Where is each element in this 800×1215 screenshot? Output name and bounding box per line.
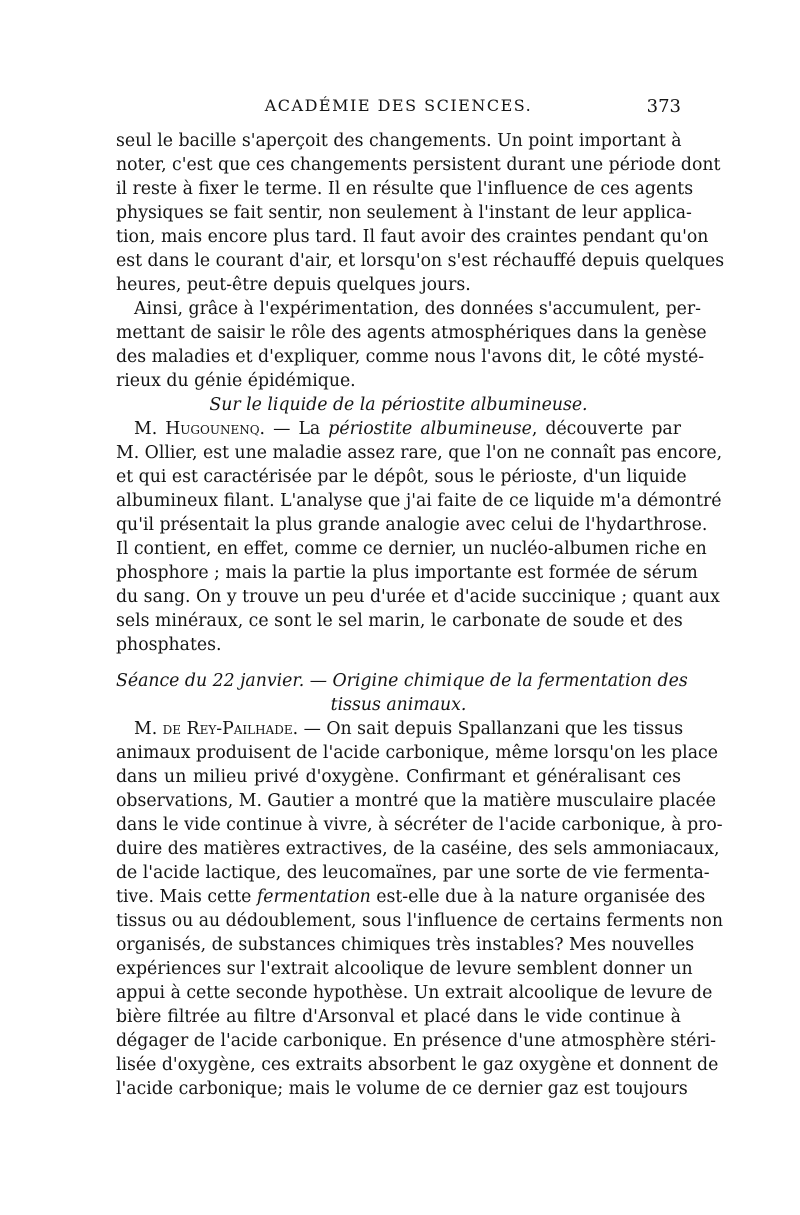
text-line: il reste à fixer le terme. Il en résulte que l'influence de ces agents (116, 179, 694, 199)
text-line: appui à cette seconde hypothèse. Un extrait alcoolique de levure de (116, 983, 713, 1003)
text-line: noter, c'est que ces changements persistent durant une période dont (116, 155, 721, 175)
text-line: albumineux filant. L'analyse que j'ai faite de ce liquide m'a démontré (116, 491, 722, 511)
text-line: du sang. On y trouve un peu d'urée et d'acide succinique ; quant aux (116, 587, 720, 607)
text-line: M. Ollier, est une maladie assez rare, que l'on ne connaît pas encore, (116, 443, 723, 463)
text-line: animaux produisent de l'acide carbonique, même lorsqu'on les place (116, 743, 718, 763)
running-title: ACADÉMIE DES SCIENCES. (264, 96, 533, 115)
text-line: des maladies et d'expliquer, comme nous l'avons dit, le côté mysté- (116, 347, 705, 367)
text-fragment: — On sait depuis Spallanzani que les tissus (298, 719, 684, 739)
author-name: M. Hugounenq. (134, 419, 266, 439)
text-line: et qui est caractérisée par le dépôt, sous le périoste, d'un liquide (116, 467, 687, 487)
page-header (116, 96, 681, 124)
text-fragment: est-elle due à la nature organisée des (370, 887, 706, 907)
text-line: expériences sur l'extrait alcoolique de levure semblent donner un (116, 959, 693, 979)
text-line: seul le bacille s'aperçoit des changements. Un point important à (116, 131, 682, 151)
text-line: mettant de saisir le rôle des agents atmosphériques dans la genèse (116, 323, 707, 343)
text-line: duire des matières extractives, de la caséine, des sels ammoniacaux, (116, 839, 720, 859)
text-line: de l'acide lactique, des leucomaïnes, par une sorte de vie fermenta- (116, 863, 710, 883)
text-line: l'acide carbonique; mais le volume de ce dernier gaz est toujours (116, 1079, 688, 1099)
text-line: bière filtrée au filtre d'Arsonval et placé dans le vide continue à (116, 1007, 681, 1027)
text-line: dans un milieu privé d'oxygène. Confirmant et généralisant ces (116, 767, 681, 787)
text-line: phosphates. (116, 635, 222, 655)
page-number: 373 (646, 96, 681, 117)
text-line: lisée d'oxygène, ces extraits absorbent le gaz oxygène et donnent de (116, 1055, 719, 1075)
text-line: rieux du génie épidémique. (116, 371, 356, 391)
text-line: organisés, de substances chimiques très instables? Mes nouvelles (116, 935, 695, 955)
text-line (116, 886, 706, 908)
section-title: Séance du 22 janvier. — Origine chimique de la fermentation des (116, 671, 688, 691)
text-line: observations, M. Gautier a montré que la matière musculaire placée (116, 791, 716, 811)
text-fragment: , découverte par (531, 419, 681, 439)
text-line: tion, mais encore plus tard. Il faut avoir des craintes pendant qu'on (116, 227, 709, 247)
text-fragment: — La (265, 419, 329, 439)
italic-term: fermentation (256, 887, 371, 907)
text-line (134, 718, 684, 740)
text-line: Ainsi, grâce à l'expérimentation, des données s'accumulent, per- (134, 299, 701, 319)
section-title-continued: tissus animaux. (330, 695, 467, 715)
text-line: heures, peut-être depuis quelques jours. (116, 275, 471, 295)
text-line: est dans le courant d'air, et lorsqu'on s'est réchauffé depuis quelques (116, 251, 725, 271)
text-line: qu'il présentait la plus grande analogie avec celui de l'hydarthrose. (116, 515, 708, 535)
text-line: phosphore ; mais la partie la plus importante est formée de sérum (116, 563, 698, 583)
author-name: M. de Rey-Pailhade. (134, 719, 299, 739)
text-fragment: tive. Mais cette (116, 887, 257, 907)
text-line: sels minéraux, ce sont le sel marin, le carbonate de soude et des (116, 611, 683, 631)
text-line: physiques se fait sentir, non seulement à l'instant de leur applica- (116, 203, 692, 223)
text-line: dégager de l'acide carbonique. En présence d'une atmosphère stéri- (116, 1031, 717, 1051)
text-line: tissus ou au dédoublement, sous l'influence de certains ferments non (116, 911, 723, 931)
section-title: Sur le liquide de la périostite albumineuse. (209, 395, 588, 415)
text-line: Il contient, en effet, comme ce dernier, un nucléo-albumen riche en (116, 539, 707, 559)
text-line (134, 418, 681, 440)
italic-term: périostite albumineuse (328, 419, 532, 439)
text-line: dans le vide continue à vivre, à sécréter de l'acide carbonique, à pro- (116, 815, 723, 835)
